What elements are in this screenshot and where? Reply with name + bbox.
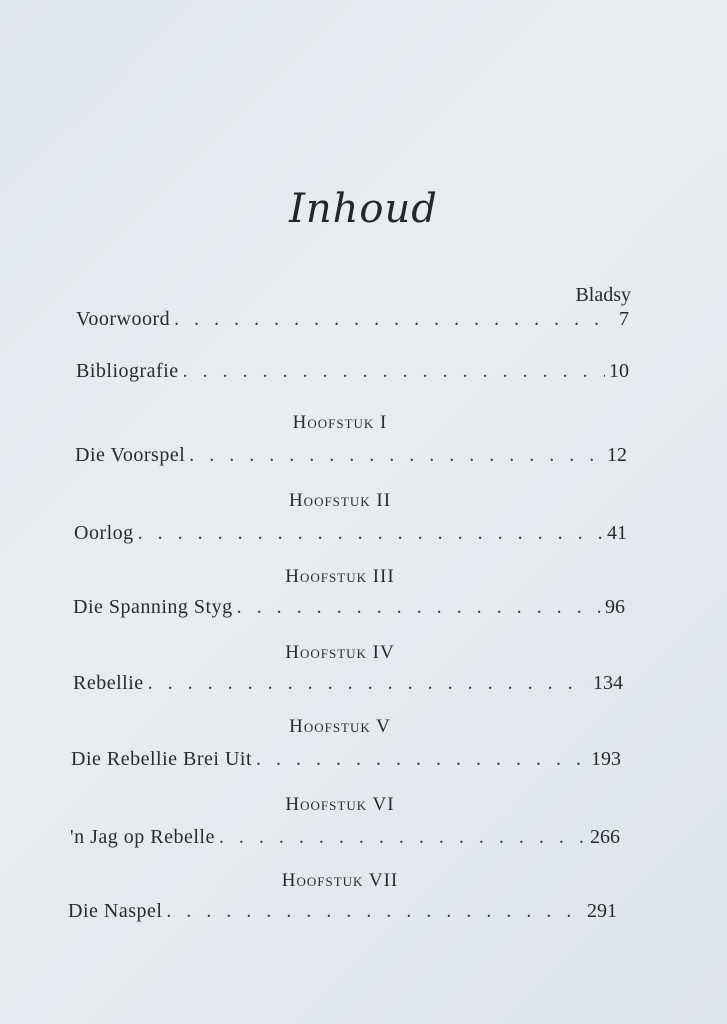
dot-leader bbox=[189, 444, 603, 467]
page-column-label: Bladsy bbox=[575, 284, 631, 306]
toc-entry-label: Bibliografie bbox=[76, 360, 179, 382]
toc-entry-page: 7 bbox=[619, 308, 629, 330]
toc-entry-page: 41 bbox=[607, 522, 627, 544]
toc-entry-label: Die Rebellie Brei Uit bbox=[71, 748, 253, 770]
toc-entry-label: Oorlog bbox=[74, 522, 134, 544]
dot-leader bbox=[148, 672, 589, 695]
chapter-heading: Hoofstuk V bbox=[289, 716, 391, 737]
toc-entry-chapter-5 bbox=[71, 748, 621, 771]
toc-entry-chapter-1 bbox=[75, 444, 627, 467]
toc-entry-chapter-4 bbox=[73, 672, 623, 695]
toc-entry-bibliografie bbox=[76, 360, 629, 383]
toc-entry-page: 266 bbox=[590, 826, 620, 848]
toc-entry-page: 12 bbox=[607, 444, 627, 466]
toc-entry-label: Die Spanning Styg bbox=[73, 596, 233, 618]
toc-entry-chapter-7 bbox=[68, 900, 617, 923]
chapter-heading: Hoofstuk II bbox=[288, 490, 392, 511]
toc-entry-voorwoord bbox=[76, 308, 629, 331]
chapter-heading: Hoofstuk VI bbox=[285, 794, 395, 815]
page-title: Inhoud bbox=[289, 186, 438, 232]
dot-leader bbox=[183, 360, 605, 383]
toc-entry-label: 'n Jag op Rebelle bbox=[70, 826, 215, 848]
toc-entry-label: Die Naspel bbox=[68, 900, 163, 922]
toc-entry-chapter-6 bbox=[70, 826, 620, 849]
chapter-heading: Hoofstuk III bbox=[285, 566, 395, 587]
toc-entry-page: 96 bbox=[605, 596, 625, 618]
dot-leader bbox=[138, 522, 603, 545]
dot-leader bbox=[256, 748, 587, 771]
chapter-heading: Hoofstuk VII bbox=[281, 870, 399, 891]
toc-entry-page: 193 bbox=[591, 748, 621, 770]
toc-entry-label: Voorwoord bbox=[76, 308, 171, 330]
chapter-heading: Hoofstuk I bbox=[292, 412, 388, 433]
toc-entry-chapter-3 bbox=[73, 596, 625, 619]
dot-leader bbox=[237, 596, 601, 619]
dot-leader bbox=[166, 900, 583, 923]
dot-leader bbox=[174, 308, 615, 331]
chapter-heading: Hoofstuk IV bbox=[285, 642, 395, 663]
toc-entry-label: Rebellie bbox=[73, 672, 144, 694]
toc-entry-page: 291 bbox=[587, 900, 617, 922]
dot-leader bbox=[219, 826, 586, 849]
toc-entry-chapter-2 bbox=[74, 522, 627, 545]
toc-entry-page: 134 bbox=[593, 672, 623, 694]
toc-entry-label: Die Voorspel bbox=[75, 444, 186, 466]
toc-entry-page: 10 bbox=[609, 360, 629, 382]
